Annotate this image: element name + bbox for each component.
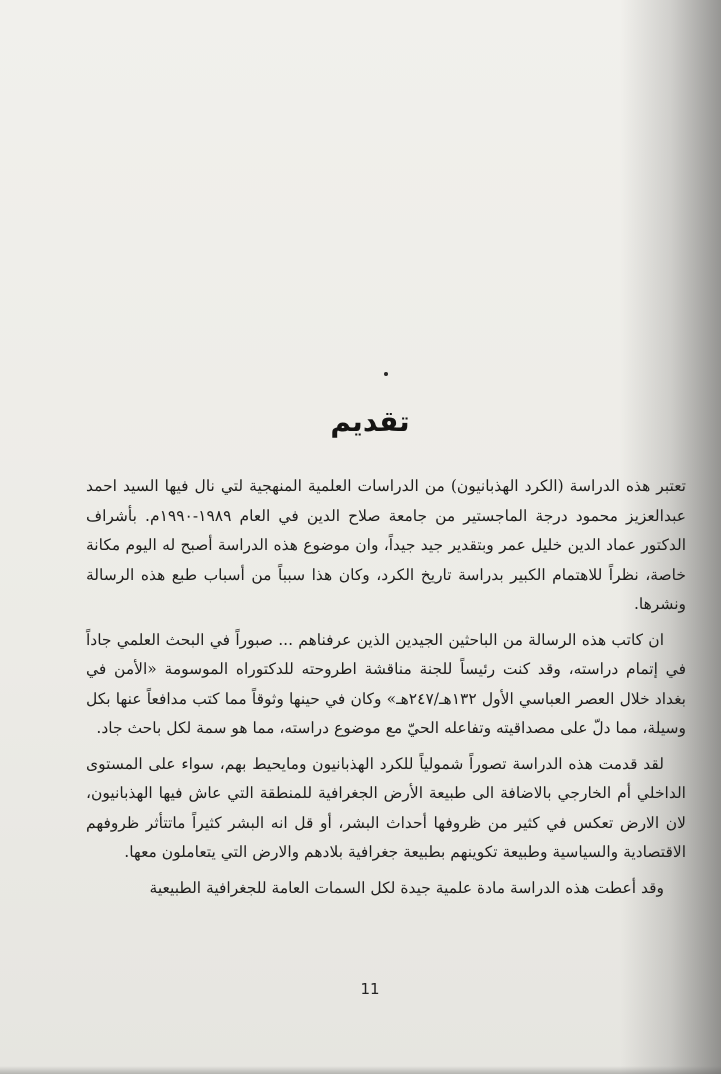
page-title: تقديم [330,405,410,438]
page-number: 11 [360,980,380,998]
paragraph-3: لقد قدمت هذه الدراسة تصوراً شمولياً للكرد الهذبانيون ومايحيط بهم، سواء على المستوى الداخلي أم الخارجي بالاضافة الى طبيعة الأرض الجغرافية للمنطقة التي عاش فيها الهذبانيون، لان الارض تعكس في كثير من ظروفها أحداث البشر، أو قل انه البشر كثيراً ماتتأثر ظروفهم الاقتصادية والسياسية وطبيعة تكوينهم بطبيعة جغرافية بلادهم والارض التي يتعاملون معها. [86,754,686,861]
paragraph-1: تعتبر هذه الدراسة (الكرد الهذبانيون) من الدراسات العلمية المنهجية لتي نال فيها السيد احمد عبدالعزيز محمود درجة الماجستير من جامعة صلاح الدين في العام ١٩٨٩-١٩٩٠م. بأشراف الدكتور عماد الدين خليل عمر وبتقدير جيد جيداً، وان موضوع هذه الدراسة أصبح له اليوم مكانة خاصة، نظراً للاهتمام الكبير بدراسة تاريخ الكرد، وكان هذا سبباً من أسباب طبع هذه الرسالة ونشرها. [86,477,687,613]
paragraph-2: ان كاتب هذه الرسالة من الباحثين الجيدين الذين عرفناهم ... صبوراً في البحث العلمي جاداً في إتمام دراسته، وقد كنت رئيساً للجنة مناقشة اطروحته للدكتوراه الموسومة «الأمن في بغداد خلال العصر العباسي الأول ١٣٢هـ/٢٤٧هـ» وكان في حينها وثوقاً مما كتب مدافعاً عنها بكل وسيلة، مما دلّ على مصداقيته وتفاعله الحيّ مع موضوع دراسته، مما هو سمة لكل باحث جاد. [86,630,686,737]
body-text [86,472,686,909]
paragraph-4: وقد أعطت هذه الدراسة مادة علمية جيدة لكل السمات العامة للجغرافية الطبيعية [149,878,664,897]
page-bottom-edge [0,1066,721,1074]
ornament-dot [384,372,388,376]
